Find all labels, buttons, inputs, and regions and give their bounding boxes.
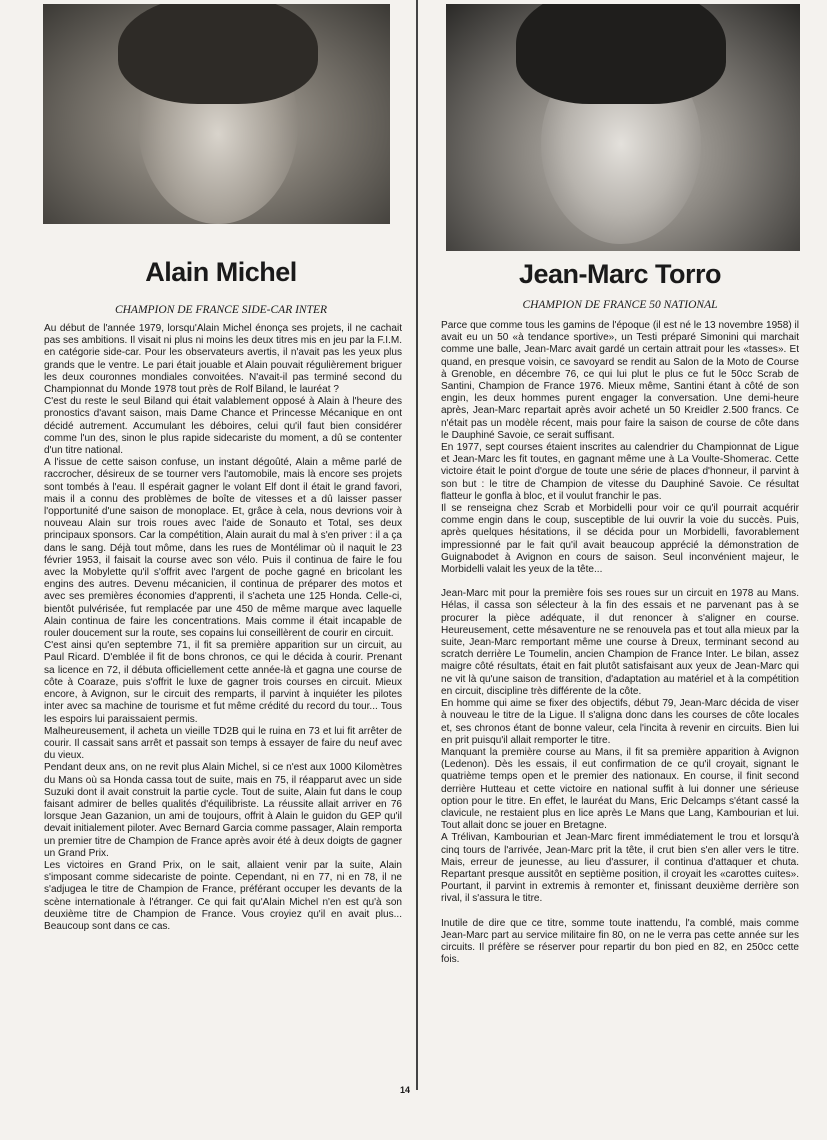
left-paragraph: C'est ainsi qu'en septembre 71, il fit sa première apparition sur un circuit, au Paul Ricard. D'emblée il fit de bons chronos, ce qui le décida à courir. Prenant sa licence en 72, il débuta officiellement cette année-là et gagna une course de côte à Coaraze, puis s'offrit le luxe de gagner trois courses en circuit. Mieux encore, à Avignon, sur le circuit des remparts, il parvint à inquiéter les pilotes inter avec sa machine de tourisme et fut même crédité du record du tour... Tous les espoirs lui paraissaient permis. bbox=[44, 640, 402, 725]
right-paragraph: Parce que comme tous les gamins de l'époque (il est né le 13 novembre 1958) il avait eu un 50 «à tendance sportive», un Testi préparé Simonini qui marchait comme une balle, Jean-Marc avait gardé un certain attrait pour les «tasses». Et quand, en presque voisin, ce savoyard se rendit au Salon de la Moto de Course à Grenoble, en décembre 76, ce qui lui plut le plus ce fut le 50cc Scrab de Santini, Champion de France 1976. Mieux même, Santini étant à côté de son engin, les deux hommes purent engager la conversation. Une demi-heure après, Jean-Marc repartait après avoir acheté un 50 Kreidler 2.500 francs. Ce n'était pas un modèle récent, mais pour faire la saison de course de côte dans le Dauphiné Savoie, ce serait suffisant. bbox=[441, 320, 799, 441]
right-paragraph: Inutile de dire que ce titre, somme toute inattendu, l'a comblé, mais comme Jean-Marc part au service militaire fin 80, on ne le verra pas cette année sur les circuits. Il préfère se réserver pour repartir du bon pied en 82, en 250cc cette fois. bbox=[441, 917, 799, 966]
left-paragraph: Malheureusement, il acheta un vieille TD2B qui le ruina en 73 et lui fit arrêter de courir. Il cassait sans arrêt et passait son temps à essayer de faire du neuf avec du vieux. bbox=[44, 725, 402, 762]
left-paragraph: C'est du reste le seul Biland qui était valablement opposé à Alain à l'heure des pronostics d'avant saison, mais Dame Chance et Princesse Mécanique en ont décidé autrement. Accumulant les déboires, celui qu'il faut bien considérer comme l'un des, sinon le plus rapide sidecariste du moment, a dû se contenter d'un titre national. bbox=[44, 396, 402, 457]
left-paragraph: Au début de l'année 1979, lorsqu'Alain Michel énonça ses projets, il ne cachait pas ses ambitions. Il visait ni plus ni moins les deux titres mis en jeu par la F.I.M. en catégorie side-car. Pour les observateurs avertis, il n'avait pas les yeux plus grands que le ventre. Le pari était jouable et Alain pouvait régulièrement briguer les deux couronnes mondiales convoitées. N'avait-il pas terminé second du Championnat du Monde 1978 tout près de Rolf Biland, le lauréat ? bbox=[44, 323, 402, 396]
left-subtitle: CHAMPION DE FRANCE SIDE-CAR INTER bbox=[114, 304, 328, 316]
left-paragraph: Les victoires en Grand Prix, on le sait, allaient venir par la suite, Alain s'imposant comme sidecariste de pointe. Cependant, ni en 77, ni en 78, il ne s'adjugea le titre de Champion de France, préférant occuper les devants de la scène internationale à l'étranger. Ce qui fait qu'Alain Michel n'en est qu'à son deuxième titre de Champion de France. Vous croyiez qu'il en avait plus... Beaucoup sont dans ce cas. bbox=[44, 859, 402, 932]
jean-marc-torro-photo bbox=[446, 4, 800, 251]
alain-michel-photo bbox=[43, 4, 390, 224]
page-number: 14 bbox=[400, 1085, 411, 1095]
column-divider bbox=[416, 0, 418, 1090]
left-paragraph: Pendant deux ans, on ne revit plus Alain Michel, si ce n'est aux 1000 Kilomètres du Mans où sa Honda cassa tout de suite, mais en 75, il réapparut avec un side Suzuki dont il avait construit la partie cycle. Tout de suite, Alain fut dans le coup faisant admirer de belles qualités d'équilibriste. La réussite allait arriver en 76 lorsque Jean Gazanion, un ami de toujours, offrit à Alain le guidon du GEP qu'il devait initialement piloter. Avec Bernard Garcia comme passager, Alain remporta un premier titre de Champion de France après avoir été à deux doigts de gagner un Grand Prix. bbox=[44, 762, 402, 859]
right-paragraph: En homme qui aime se fixer des objectifs, début 79, Jean-Marc décida de viser à nouveau le titre de la Ligue. Il s'aligna donc dans les courses de côte locales et, ses chronos étant de bonne valeur, cela l'incita à revenir en circuits. Bien lui en prit puisqu'il allait remporter le titre. bbox=[441, 698, 799, 746]
left-article-body bbox=[44, 323, 402, 933]
right-paragraph: Il se renseigna chez Scrab et Morbidelli pour voir ce qu'il pourrait acquérir comme engin dans le coup, susceptible de lui ouvrir la voie du succès. Puis, après quelques hésitations, il se décida pour un Morbidelli, favorablement impressionné par le fait qu'il avait beaucoup apprécié la démonstration de Guignabodet à Avignon en cours de saison. Seul inconvénient majeur, le Morbidelli valait les yeux de la tête... bbox=[441, 503, 799, 576]
right-subtitle: CHAMPION DE FRANCE 50 NATIONAL bbox=[522, 299, 718, 311]
right-paragraph: A Trélivan, Kambourian et Jean-Marc firent immédiatement le trou et lorsqu'à cinq tours de l'arrivée, Jean-Marc prit la tête, il crut bien s'en aller vers le titre. Mais, erreur de jeunesse, au lieu d'assurer, il continua d'attaquer et chuta. Repartant presque aussitôt en septième position, il croyait les «carottes cuites». Pourtant, il parvint in extremis à remonter et, finissant deuxième derrière son rival, il s'assura le titre. bbox=[441, 832, 799, 905]
right-paragraph: Manquant la première course au Mans, il fit sa première apparition à Avignon (Ledenon). Dès les essais, il eut confirmation de ce qu'il croyait, signant le quatrième temps open et le premier des nationaux. En course, il finit second derrière Hutteau et cette victoire en national suffit à lui donner une sérieuse option pour le titre. En effet, le lauréat du Mans, Eric Delcamps s'étant cassé la clavicule, ne restaient plus en lice après Le Mans que Lang, Kambourian et lui. Tout allait donc se jouer en Bretagne. bbox=[441, 746, 799, 832]
right-name-heading: Jean-Marc Torro bbox=[518, 259, 722, 289]
left-name-heading: Alain Michel bbox=[145, 257, 297, 287]
left-paragraph: A l'issue de cette saison confuse, un instant dégoûté, Alain a même parlé de raccrocher, désireux de se tourner vers l'automobile, mais là encore ses projets sont tombés à l'eau. Il espérait gagner le volant Elf dont il était le grand favori, mais il a connu des problèmes de boîte de vitesses et a dû laisser passer l'opportunité d'une saison de monoplace. Et, grâce à cela, nous devrions voir à nouveau Alain sur trois roues avec l'aide de Sonauto et Total, ses deux principaux sponsors. Car la compétition, Alain aurait du mal à s'en priver : il a ça dans le sang. Déjà tout môme, dans les rues de Montélimar où il naquit le 23 février 1953, il faisait la course avec son vélo. Puis il continua de faire le fou avec la Mobylette qu'il s'offrit avec l'argent de poche gagné en bricolant les engins des autres. Devenu mécanicien, il continua de préparer des motos et avec ses premières économies d'apprenti, il s'acheta une 125 Honda. Celle-ci, bientôt pulvérisée, fut remplacée par une 450 de même marque avec laquelle Alain continua de faire les concentrations. Mais comme il était incapable de rouler doucement sur la route, ses copains lui conseillèrent de courir en circuit. bbox=[44, 457, 402, 640]
right-paragraph: Jean-Marc mit pour la première fois ses roues sur un circuit en 1978 au Mans. Hélas, il cassa son sélecteur à la fin des essais et ne parvenant pas à se procurer la pièce adéquate, il dut renoncer à s'aligner en course. Heureusement, cette mésaventure ne se renouvela pas et tout alla mieux par la suite, Jean-Marc remportant même une course à Dreux, terminant second au scratch derrière Le Toumelin, ancien Champion de France Inter. Le bilan, assez maigre côté résultats, était en fait plutôt satisfaisant aux yeux de Jean-Marc qui ne vit là qu'une saison de transition, d'adaptation au matériel et à la compétition en circuit, discipline très différente de la côte. bbox=[441, 588, 799, 697]
right-paragraph: En 1977, sept courses étaient inscrites au calendrier du Championnat de Ligue et Jean-Marc les fit toutes, en gagnant même une à La Voulte-Shomerac. Cette victoire était le point d'orgue de toute une série de places d'honneur, il parvint à son but : le titre de Champion de vitesse du Dauphiné Savoie. Ce résultat flatteur le gonfla à bloc, et il voulut franchir le pas. bbox=[441, 442, 799, 502]
right-article-body bbox=[441, 320, 799, 966]
